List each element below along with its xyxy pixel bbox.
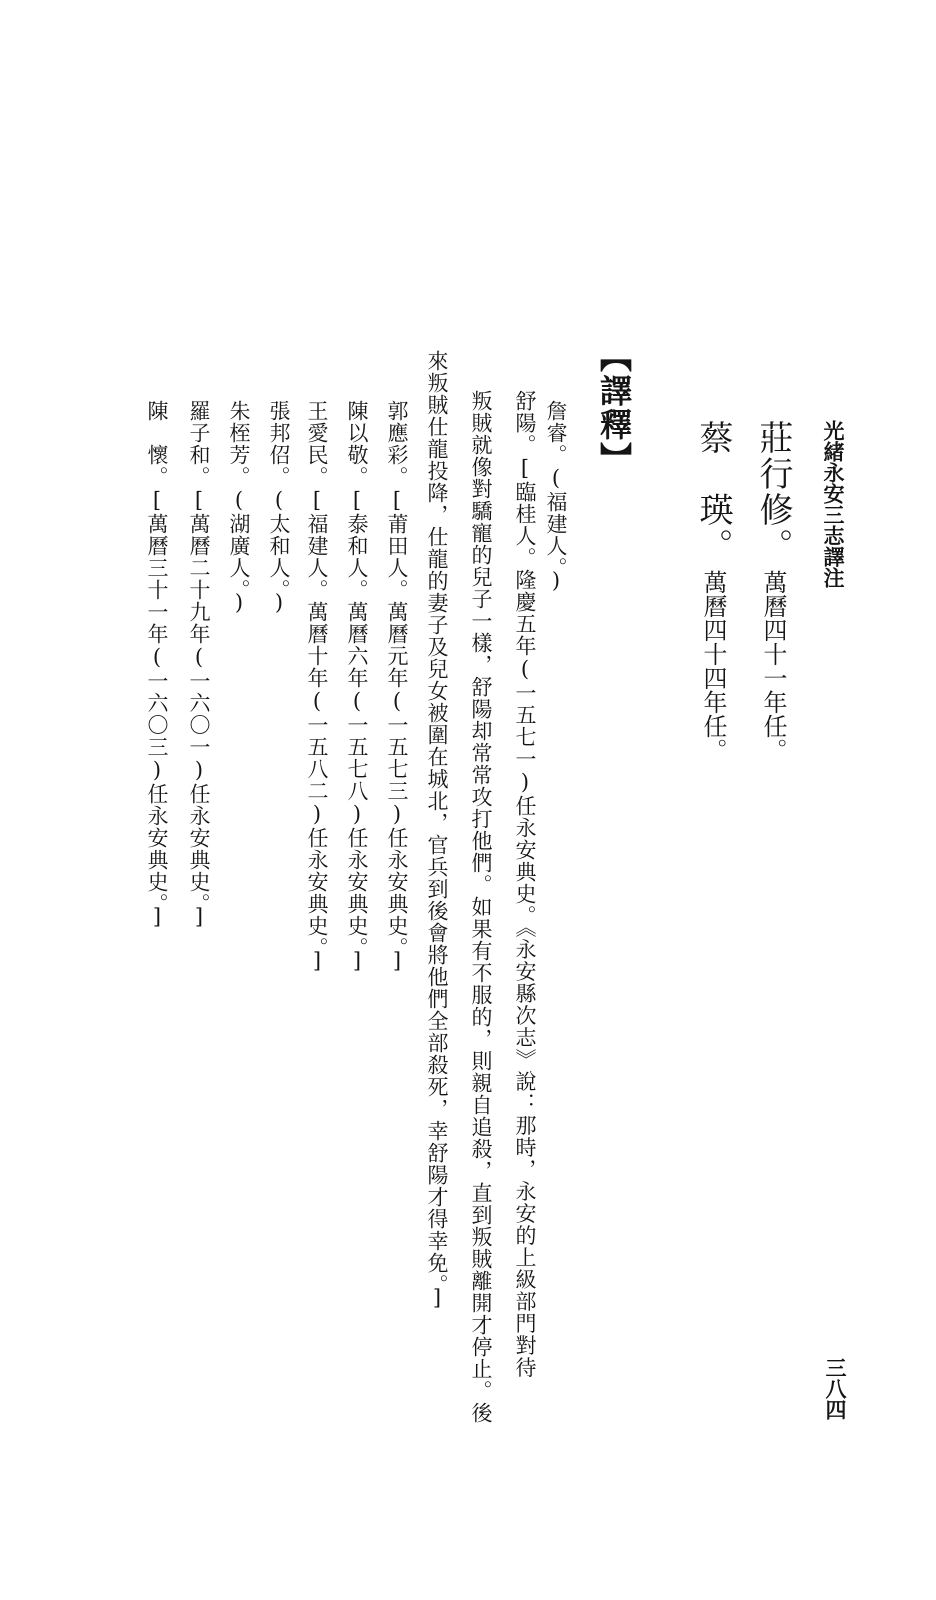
translation-line: 陳 懷。[萬曆三十一年(一六〇三)任永安典史。] [145,400,169,930]
entry-mark: 。 [693,528,733,564]
translation-line: 羅子和。[萬曆二十九年(一六〇一)任永安典史。] [187,400,211,930]
translation-line: 張邦佋。(太和人。) [267,400,291,616]
translation-line: 郭應彩。[莆田人。萬曆元年(一五七三)任永安典史。] [385,400,409,974]
entry-mark: 。 [753,528,793,564]
section-heading: 【譯釋】 [595,340,633,476]
translation-line: 叛賊就像對驕寵的兒子一樣，舒陽却常常攻打他們。如果有不服的，則親自追殺，直到叛賊離開才停止。後 [469,390,493,1424]
translation-line: 王愛民。[福建人。萬曆十年(一五八二)任永安典史。] [305,400,329,974]
official-entry [693,420,733,762]
translation-line: 朱桎芳。(湖廣人。) [227,400,251,616]
official-entry [753,420,793,762]
official-term: 萬曆四十一年任。 [759,570,787,762]
official-name: 蔡 瑛 [693,420,733,528]
official-term: 萬曆四十四年任。 [699,570,727,762]
translation-line: 詹睿。(福建人。) [544,400,568,594]
running-title: 光緒永安三志譯注 [821,420,846,588]
official-name: 莊行修 [753,420,793,528]
translation-line: 來叛賊仕龍投降，仕龍的妻子及兒女被圍在城北，官兵到後會將他們全部殺死，幸舒陽才得幸免。] [425,350,449,1311]
translation-line: 舒陽。[臨桂人。隆慶五年(一五七一)任永安典史。《永安縣次志》說：那時，永安的上級部門對待 [513,390,537,1379]
page-number: 三八四 [823,1357,848,1420]
translation-line: 陳以敬。[泰和人。萬曆六年(一五七八)任永安典史。] [345,400,369,974]
